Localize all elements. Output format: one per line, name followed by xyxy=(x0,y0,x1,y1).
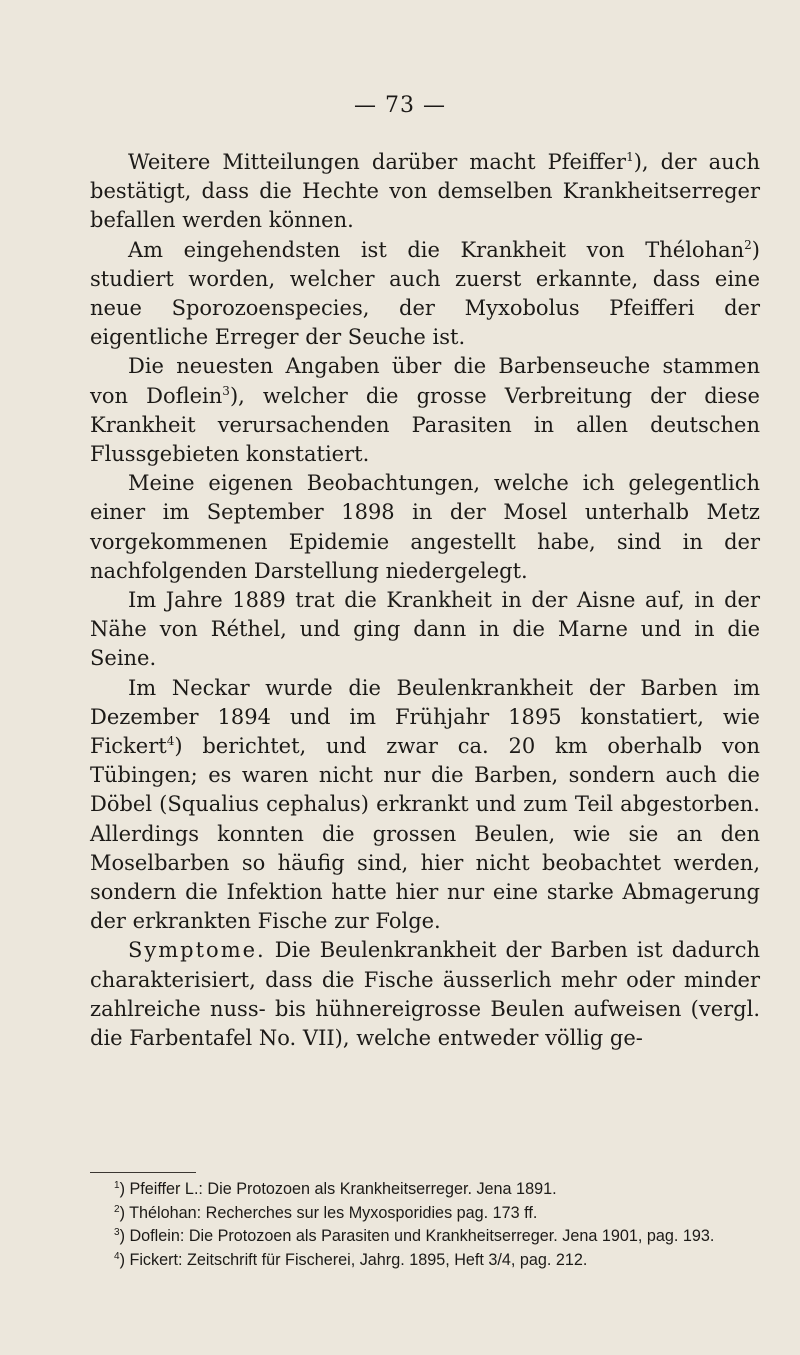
footnote-reference: 1 xyxy=(626,150,634,164)
footnote xyxy=(90,1178,760,1202)
paragraph xyxy=(90,469,760,586)
footnote-text: ) Fickert: Zeitschrift für Fischerei, Jahrg. 1895, Heft 3/4, pag. 212. xyxy=(119,1250,588,1269)
footnote-reference: 3 xyxy=(222,383,230,398)
page-number: — 73 — xyxy=(354,93,446,118)
paragraph xyxy=(90,936,760,1053)
footnote-divider xyxy=(90,1172,196,1173)
text-run: Meine eigenen Beobachtungen, welche ich gelegentlich einer im September 1898 in der Mosel unterhalb Metz vorgekommenen Epidemie angestellt habe, sind in der nachfolgenden Darstellung niedergelegt. xyxy=(90,471,760,583)
text-run: Im Neckar wurde die Beulenkrankheit der Barben im Dezember 1894 und im Frühjahr 1895 konstatiert, wie Fickert xyxy=(90,675,760,759)
paragraph xyxy=(90,236,760,353)
footnotes xyxy=(90,1178,760,1272)
footnote-mark: 3 xyxy=(114,1227,120,1238)
paragraph xyxy=(90,148,760,236)
text-run: ), welcher die grosse Verbreitung der diese Krankheit verursachenden Parasiten in allen deutschen Flussgebieten konstatiert. xyxy=(90,383,760,467)
text-run: Weitere Mitteilungen darüber macht Pfeiffer xyxy=(128,150,627,174)
text-run: ) berichtet, und zwar ca. 20 km oberhalb von Tübingen; es waren nicht nur die Barben, sondern auch die Döbel (Squalius cephalus) erkrankt und zum Teil abgestorben. Allerdings konnten die grossen Beulen, wie sie an den Moselbarben so häufig sind, hier nicht beobachtet werden, sondern die Infektion hatte hier nur eine starke Abmagerung der erkrankten Fische zur Folge. xyxy=(90,734,760,934)
footnote-mark: 4 xyxy=(114,1250,120,1262)
footnote-text: ) Pfeiffer L.: Die Protozoen als Krankheitserreger. Jena 1891. xyxy=(119,1180,557,1198)
text-run: Am eingehendsten ist die Krankheit von Thélohan xyxy=(128,237,745,262)
text-run: ) studiert worden, welcher auch zuerst erkannte, dass eine neue Sporozoenspecies, der Myxobolus Pfeifferi der eigentliche Erreger der Seuche ist. xyxy=(90,237,760,350)
text-run: ), der auch bestätigt, dass die Hechte von demselben Krankheitserreger befallen werden können. xyxy=(90,150,760,233)
footnote xyxy=(90,1249,760,1273)
paragraph xyxy=(90,352,760,469)
text-run: Die neuesten Angaben über die Barbenseuche stammen von Doflein xyxy=(90,354,760,408)
section-heading: Symptome. xyxy=(128,938,266,963)
footnote-text: ) Thélohan: Recherches sur les Myxosporidies pag. 173 ff. xyxy=(119,1203,538,1222)
text-run: Die Beulenkrankheit der Barben ist dadurch charakterisiert, dass die Fische äusserlich mehr oder minder zahlreiche nuss- bis hühnereigrosse Beulen aufweisen (vergl. die Farbentafel No. VII), welche entweder völlig ge- xyxy=(90,938,760,1051)
paragraph xyxy=(90,586,760,674)
footnote-text: ) Doflein: Die Protozoen als Parasiten und Krankheitserreger. Jena 1901, pag. 193. xyxy=(119,1227,715,1245)
footnote-mark: 1 xyxy=(114,1180,120,1191)
footnote xyxy=(90,1202,760,1226)
footnote-mark: 2 xyxy=(114,1203,120,1215)
paragraph xyxy=(90,674,760,937)
footnote-reference: 4 xyxy=(166,734,175,749)
footnote xyxy=(90,1225,760,1249)
footnote-reference: 2 xyxy=(744,237,752,252)
body-text xyxy=(90,148,760,1053)
text-run: Im Jahre 1889 trat die Krankheit in der Aisne auf, in der Nähe von Réthel, und ging dann in die Marne und in die Seine. xyxy=(90,588,760,671)
